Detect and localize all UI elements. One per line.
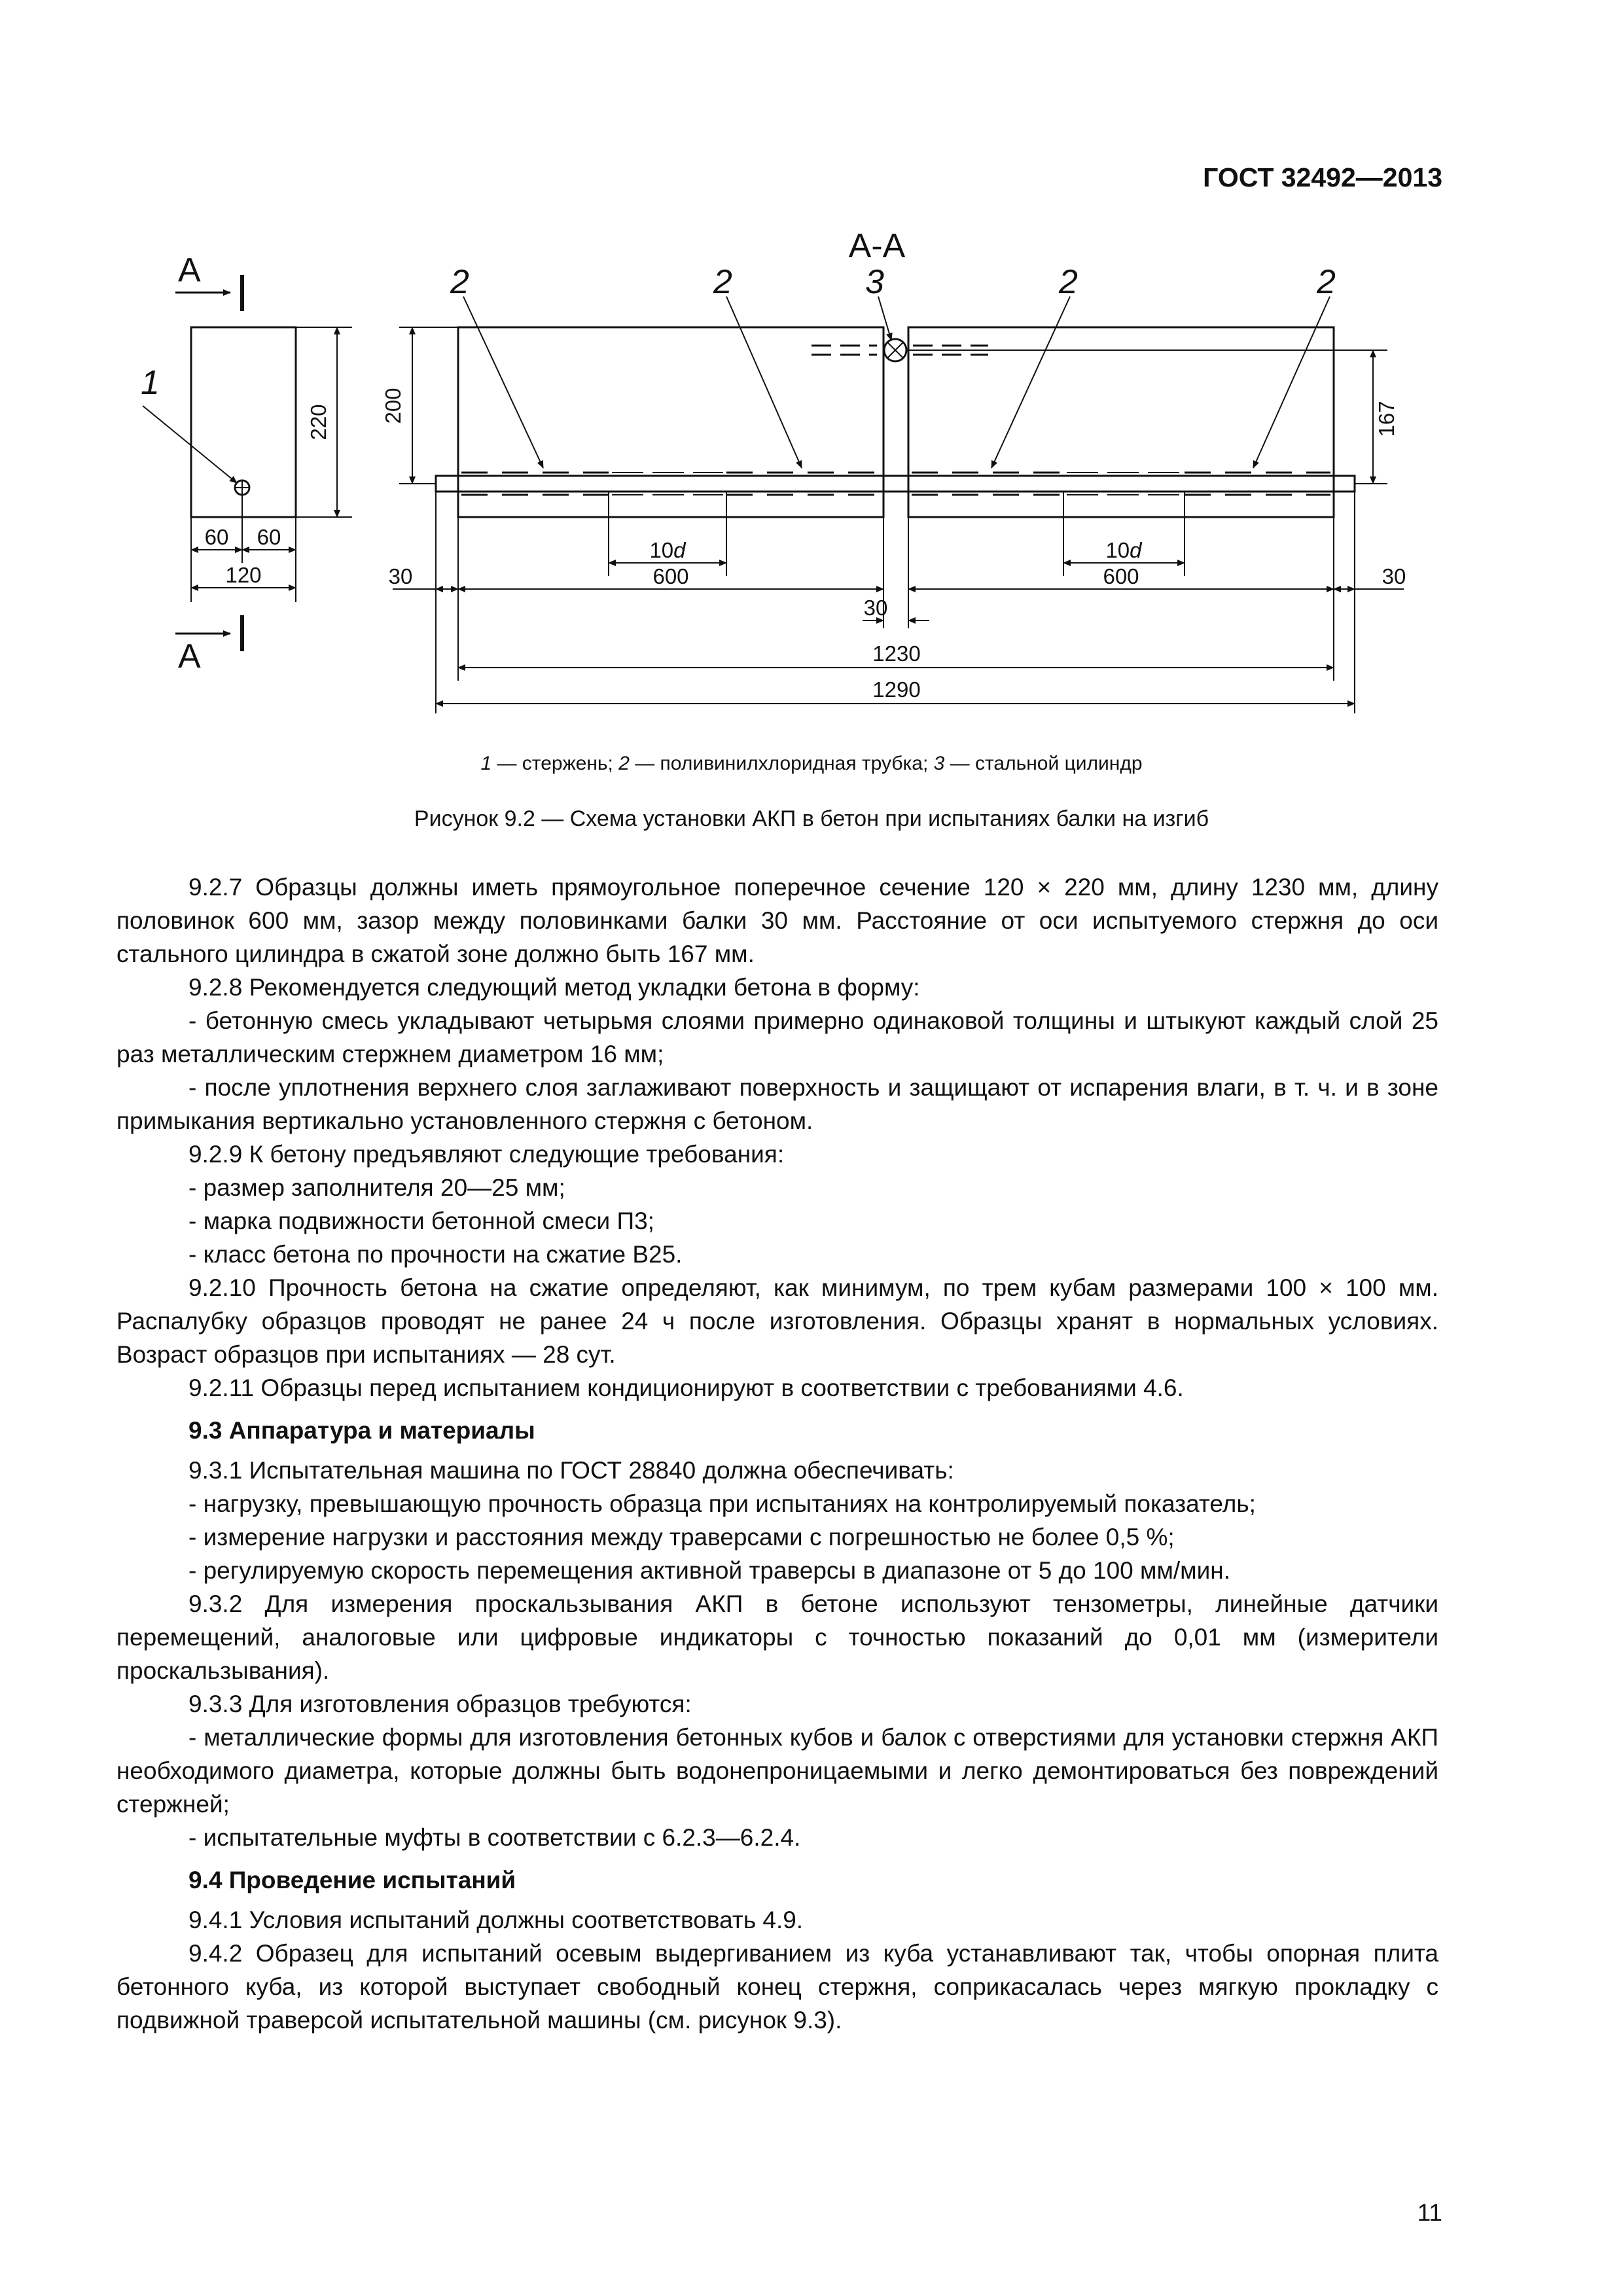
callout-2: 2 <box>450 263 469 301</box>
list-item: - марка подвижности бетонной смеси П3; <box>188 1208 654 1234</box>
figure-caption: Рисунок 9.2 — Схема установки АКП в бетон при испытаниях балки на изгиб <box>414 806 1209 831</box>
paragraph-9-4-1: 9.4.1 Условия испытаний должны соответствовать 4.9. <box>188 1907 804 1933</box>
dim-167: 167 <box>1374 401 1399 437</box>
list-item: - бетонную смесь укладывают четырьмя слоями примерно одинаковой толщины и штыкуют каждый слой 25 раз металлическим стержнем диаметром 16 мм; <box>116 1007 1438 1067</box>
list-item: - нагрузку, превышающую прочность образца при испытаниях на контролируемый показатель; <box>188 1490 1256 1517</box>
callout-2: 2 <box>713 263 732 301</box>
dim-1230: 1230 <box>872 641 921 666</box>
page-number: 11 <box>1417 2199 1442 2226</box>
body-text <box>116 870 1438 2037</box>
dim-220: 220 <box>306 404 330 440</box>
dim-60-left: 60 <box>204 525 229 549</box>
paragraph-9-4-2: 9.4.2 Образец для испытаний осевым выдергиванием из куба устанавливают так, чтобы опорная плита бетонного куба, из которой выступает свободный конец стержня, соприкасалась через мягкую прокладку с подвижной траверсой испытательной машины (см. рисунок 9.3). <box>116 1940 1438 2034</box>
list-item: - испытательные муфты в соответствии с 6.2.3—6.2.4. <box>188 1824 801 1851</box>
callout-2: 2 <box>1059 263 1078 301</box>
section-heading-9-4: 9.4 Проведение испытаний <box>188 1867 516 1893</box>
paragraph-9-2-10: 9.2.10 Прочность бетона на сжатие определяют, как минимум, по трем кубам размерами 100 × 100 мм. Распалубку образцов проводят не ранее 24 ч после изготовления. Образцы хранят в нормальных условиях. Возраст образцов при испытаниях — 28 сут. <box>116 1274 1438 1368</box>
dim-600-right: 600 <box>1103 564 1139 588</box>
dim-30-left: 30 <box>388 564 413 588</box>
dim-60-right: 60 <box>257 525 281 549</box>
callout-2: 2 <box>1317 263 1336 301</box>
paragraph-9-3-2: 9.3.2 Для измерения проскальзывания АКП в бетоне используют тензометры, линейные датчики перемещений, аналоговые или цифровые индикаторы с точностью показаний до 0,01 мм (измерители проскальзывания). <box>116 1590 1438 1684</box>
dim-30-gap: 30 <box>863 596 888 620</box>
list-item: - после уплотнения верхнего слоя заглаживают поверхность и защищают от испарения влаги, в т. ч. и в зоне примыкания вертикально установленного стержня с бетоном. <box>116 1074 1438 1134</box>
dim-10d-right: 10d <box>1105 538 1142 562</box>
figure-legend: 1 — стержень; 2 — поливинилхлоридная трубка; 3 — стальной цилиндр <box>480 753 1143 774</box>
paragraph-9-3-3: 9.3.3 Для изготовления образцов требуются: <box>188 1691 692 1717</box>
figure-9-2 <box>0 0 1623 746</box>
list-item: - размер заполнителя 20—25 мм; <box>188 1174 565 1201</box>
section-mark-bottom: А <box>178 637 201 675</box>
paragraph-9-3-1: 9.3.1 Испытательная машина по ГОСТ 28840 должна обеспечивать: <box>188 1457 954 1484</box>
section-label: А-А <box>848 227 906 265</box>
dim-120: 120 <box>225 563 262 587</box>
paragraph-9-2-11: 9.2.11 Образцы перед испытанием кондиционируют в соответствии с требованиями 4.6. <box>188 1374 1184 1401</box>
paragraph-9-2-9: 9.2.9 К бетону предъявляют следующие требования: <box>188 1141 785 1168</box>
standard-number: ГОСТ 32492—2013 <box>1203 162 1442 192</box>
list-item: - класс бетона по прочности на сжатие В25. <box>188 1241 683 1268</box>
paragraph-9-2-7: 9.2.7 Образцы должны иметь прямоугольное поперечное сечение 120 × 220 мм, длину 1230 мм, длину половинок 600 мм, зазор между половинками балки 30 мм. Расстояние от оси испытуемого стержня до оси стального цилиндра в сжатой зоне должно быть 167 мм. <box>116 874 1438 967</box>
callout-1: 1 <box>141 364 160 402</box>
list-item: - измерение нагрузки и расстояния между траверсами с погрешностью не более 0,5 %; <box>188 1524 1175 1551</box>
list-item: - металлические формы для изготовления бетонных кубов и балок с отверстиями для установки стержня АКП необходимого диаметра, которые должны быть водонепроницаемыми и легко демонтироваться без повреждений стержней; <box>116 1724 1438 1818</box>
dim-30-right: 30 <box>1382 564 1406 588</box>
rod <box>436 476 1355 492</box>
dim-200: 200 <box>381 387 405 424</box>
section-heading-9-3: 9.3 Аппаратура и материалы <box>188 1417 535 1444</box>
callout-3: 3 <box>865 263 884 301</box>
list-item: - регулируемую скорость перемещения активной траверсы в диапазоне от 5 до 100 мм/мин. <box>188 1557 1230 1584</box>
dim-10d-left: 10d <box>649 538 686 562</box>
section-mark-top: А <box>178 251 201 289</box>
dim-1290: 1290 <box>872 677 921 702</box>
cross-section <box>191 327 296 517</box>
dim-600-left: 600 <box>652 564 689 588</box>
paragraph-9-2-8: 9.2.8 Рекомендуется следующий метод укладки бетона в форму: <box>188 974 920 1001</box>
